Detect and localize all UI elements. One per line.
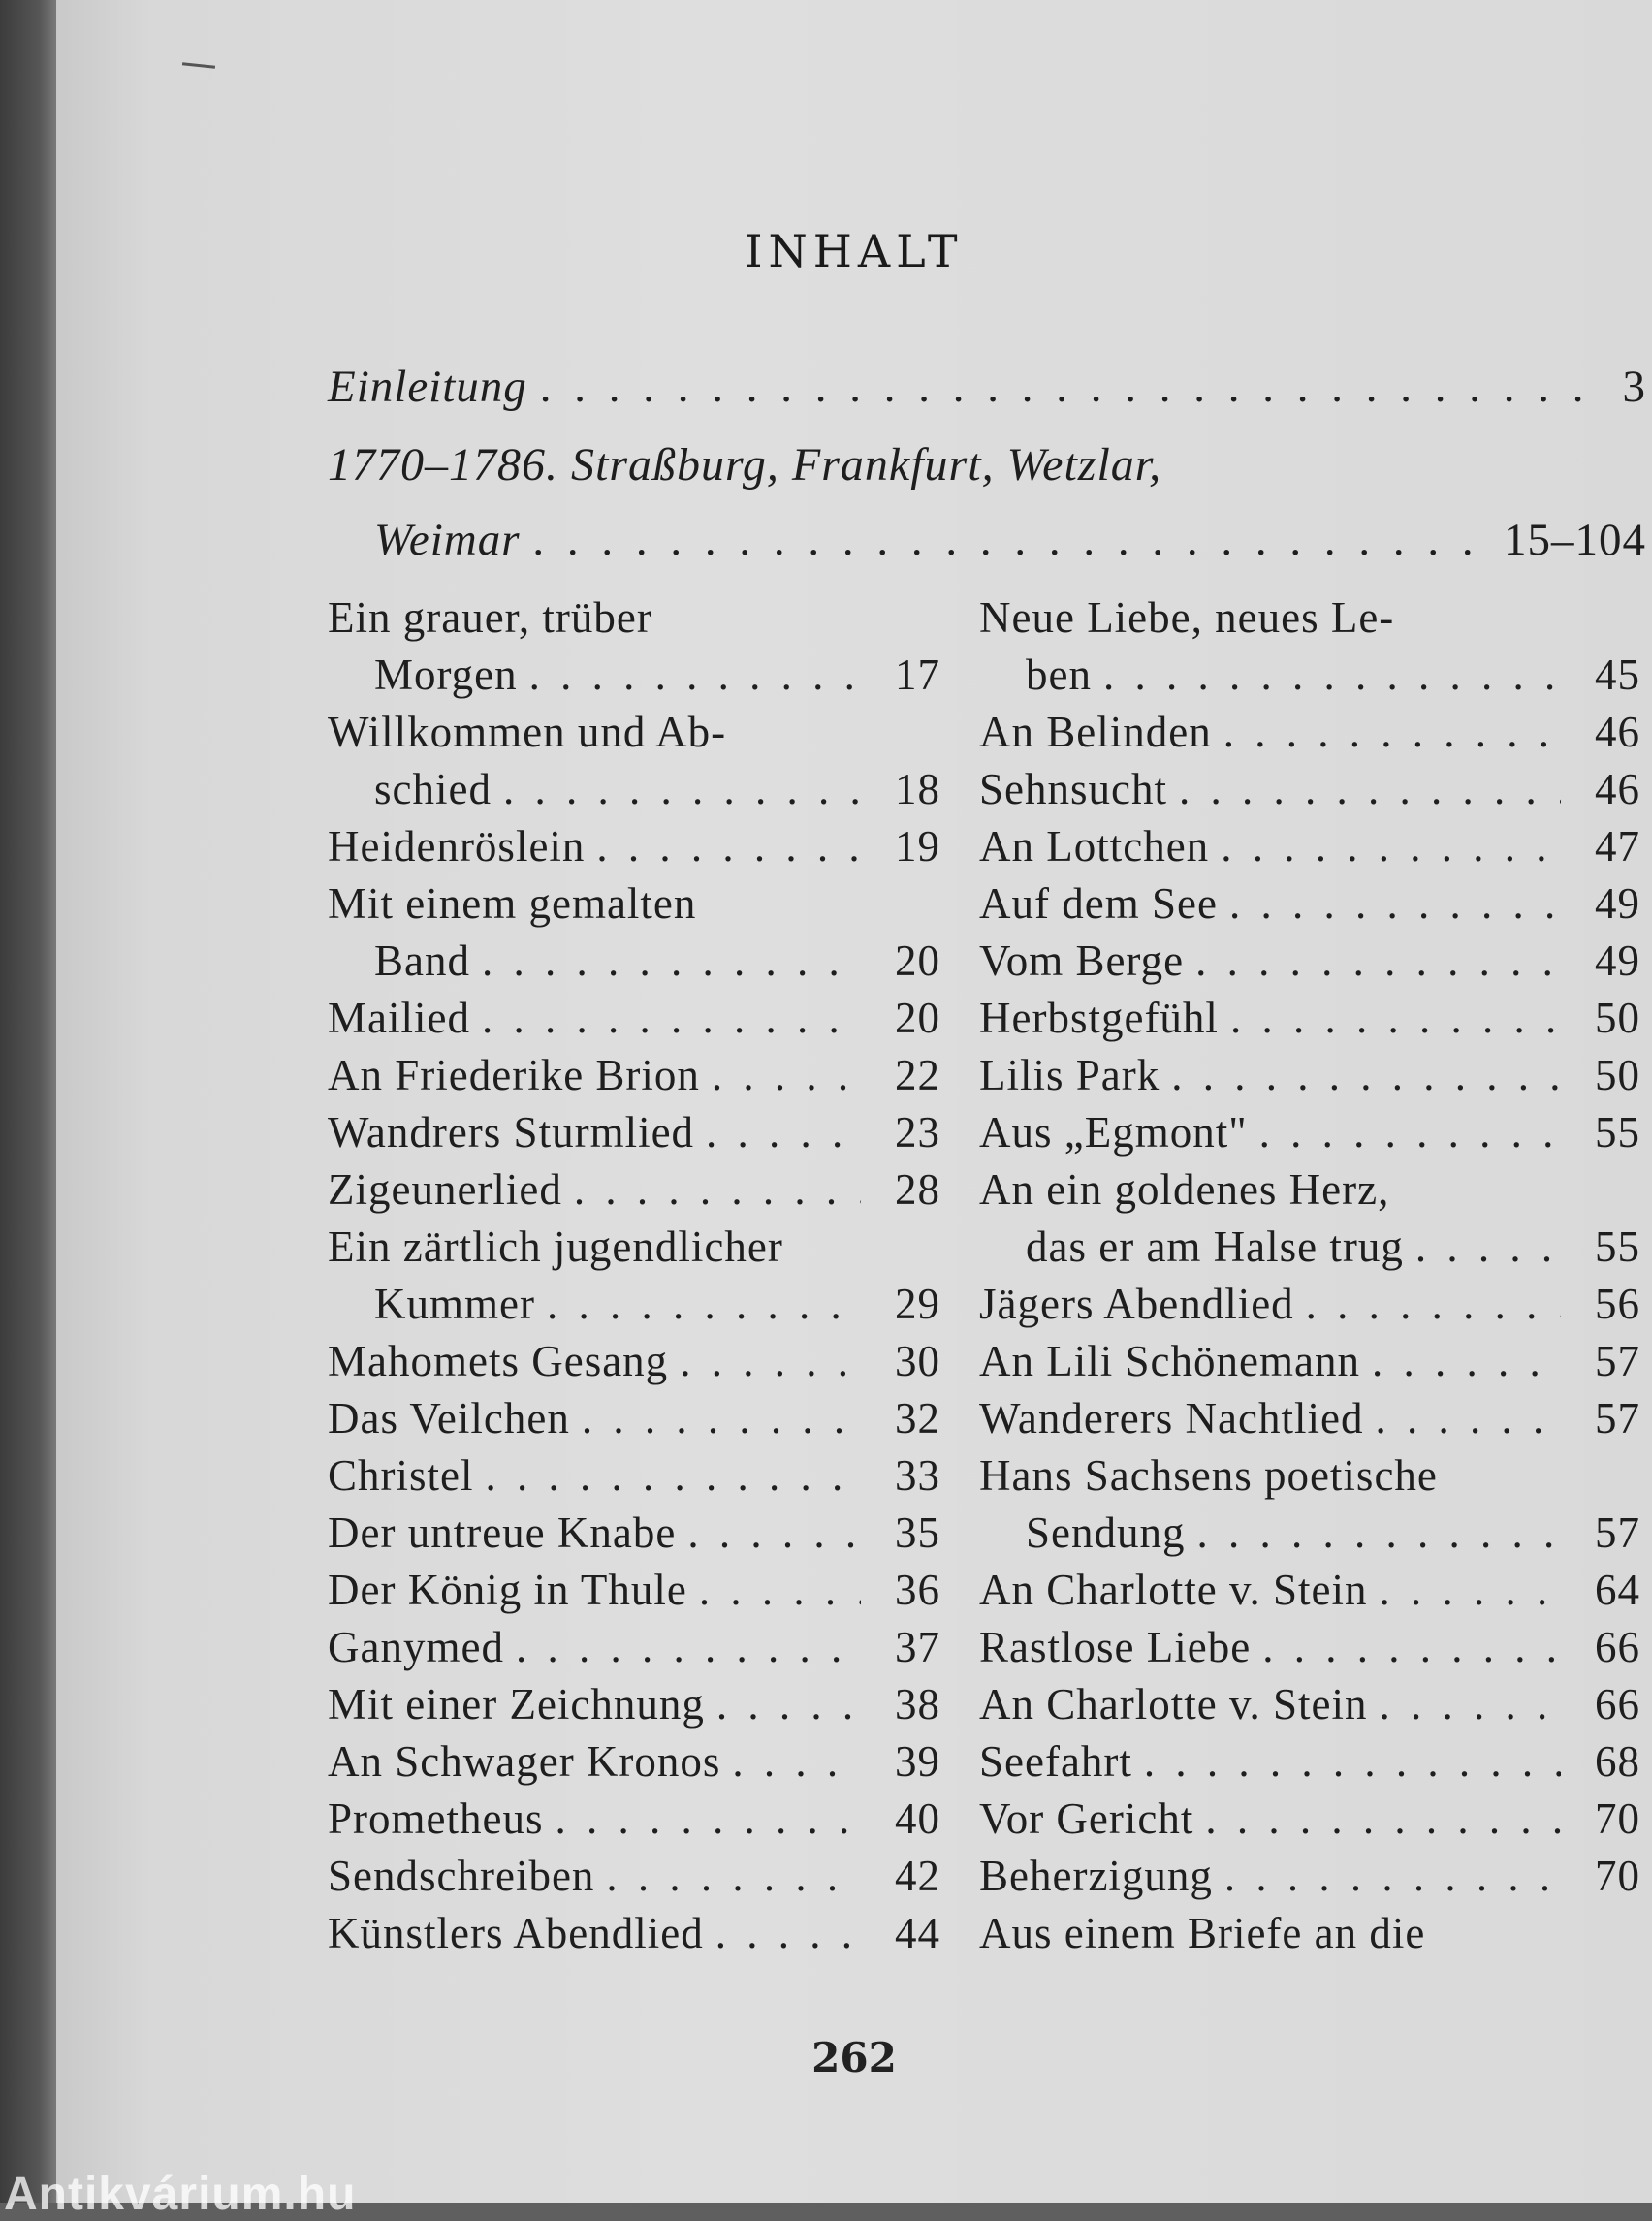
dot-leader xyxy=(1195,933,1561,990)
toc-entry-title xyxy=(328,1562,874,1619)
toc-entry-text: schied xyxy=(374,765,492,813)
dot-leader xyxy=(1103,647,1561,704)
toc-entry-text: Der König in Thule xyxy=(328,1566,687,1614)
toc-entry-line xyxy=(979,704,1574,761)
toc-entry xyxy=(979,1676,1640,1733)
toc-entry-title xyxy=(328,1104,874,1161)
toc-entry-line xyxy=(979,1791,1574,1848)
dot-leader xyxy=(712,1047,861,1104)
toc-entry-page: 37 xyxy=(895,1623,940,1671)
toc-entry-page: 50 xyxy=(1595,994,1640,1042)
dot-leader xyxy=(716,1676,861,1733)
toc-entry-page: 32 xyxy=(895,1394,940,1443)
toc-entry xyxy=(979,1276,1640,1333)
toc-entry xyxy=(979,1619,1640,1676)
intro-entry xyxy=(328,361,1646,413)
toc-entry-title xyxy=(328,1390,874,1447)
dot-leader xyxy=(486,1447,862,1505)
dot-leader xyxy=(1197,1505,1562,1562)
toc-entry xyxy=(328,875,940,990)
toc-entry-page: 47 xyxy=(1595,822,1640,871)
toc-entry-page: 57 xyxy=(1595,1508,1640,1557)
dot-leader xyxy=(715,1905,861,1962)
toc-entry-text: An Friederike Brion xyxy=(328,1051,700,1099)
toc-entry-line xyxy=(979,875,1574,933)
toc-entry-page: 45 xyxy=(1595,650,1640,699)
toc-entry xyxy=(328,1676,940,1733)
toc-entry-page: 66 xyxy=(1595,1680,1640,1729)
dot-leader xyxy=(582,1390,861,1447)
toc-entry-line xyxy=(328,704,874,761)
toc-entry-line xyxy=(328,1447,874,1505)
toc-entry xyxy=(328,1733,940,1791)
page-number: 262 xyxy=(811,2034,897,2081)
toc-entry-line xyxy=(328,647,874,704)
toc-entry-title xyxy=(979,1676,1574,1733)
toc-entry-page: 29 xyxy=(895,1280,940,1328)
toc-entry-text: An Belinden xyxy=(979,708,1212,756)
dot-leader xyxy=(1230,990,1561,1047)
toc-entry-text: Der untreue Knabe xyxy=(328,1508,677,1557)
toc-entry xyxy=(979,1333,1640,1390)
toc-entry-title xyxy=(979,933,1574,990)
dot-leader xyxy=(574,1161,861,1219)
toc-entry-line xyxy=(328,1733,874,1791)
toc-entry-line xyxy=(328,1619,874,1676)
toc-entry xyxy=(328,589,940,704)
toc-entry xyxy=(328,1447,940,1505)
toc-entry-line xyxy=(328,1333,874,1390)
toc-column-left xyxy=(328,589,940,1962)
toc-entry-text: Hans Sachsens poetische xyxy=(979,1451,1438,1500)
toc-entry-text: Sehnsucht xyxy=(979,765,1167,813)
toc-entry xyxy=(979,1791,1640,1848)
toc-entry-page: 42 xyxy=(895,1852,940,1900)
toc-entry-line xyxy=(979,1161,1574,1219)
book-spine-shadow xyxy=(0,0,56,2203)
toc-entry-page: 70 xyxy=(1595,1852,1640,1900)
toc-entry-text: Morgen xyxy=(374,650,518,699)
dot-leader xyxy=(1205,1791,1561,1848)
toc-entry-title xyxy=(979,1905,1574,1962)
dot-leader xyxy=(1306,1276,1561,1333)
toc-entry-title xyxy=(979,1161,1574,1276)
dot-leader xyxy=(1179,761,1561,818)
toc-entry-text: Künstlers Abendlied xyxy=(328,1909,704,1957)
dot-leader xyxy=(699,1562,861,1619)
toc-entry-page: 20 xyxy=(895,994,940,1042)
dot-leader xyxy=(706,1104,861,1161)
toc-entry-text: An Charlotte v. Stein xyxy=(979,1680,1368,1729)
toc-entry-line xyxy=(979,1733,1574,1791)
toc-entry-line xyxy=(979,1104,1574,1161)
toc-entry-text: Lilis Park xyxy=(979,1051,1160,1099)
toc-entry-page: 44 xyxy=(895,1909,940,1957)
toc-entry-page: 20 xyxy=(895,936,940,985)
toc-entry-line xyxy=(328,1905,874,1962)
dot-leader xyxy=(516,1619,861,1676)
toc-entry-line xyxy=(979,1562,1574,1619)
dot-leader xyxy=(596,818,861,875)
dot-leader xyxy=(555,1791,861,1848)
dot-leader xyxy=(1223,704,1561,761)
toc-entry-title xyxy=(328,1619,874,1676)
toc-entry-page: 57 xyxy=(1595,1394,1640,1443)
dot-leader xyxy=(1171,1047,1561,1104)
intro-label: Einleitung xyxy=(328,362,527,412)
toc-entry-text: Aus „Egmont" xyxy=(979,1108,1248,1157)
book-page xyxy=(56,0,1652,2203)
toc-entry-text: An ein goldenes Herz, xyxy=(979,1165,1390,1214)
toc-entry-text: An Lottchen xyxy=(979,822,1210,871)
toc-entry-title xyxy=(979,1333,1574,1390)
section-pages: 15–104 xyxy=(1504,515,1646,565)
toc-entry-line xyxy=(979,1219,1574,1276)
toc-entry xyxy=(328,1505,940,1562)
toc-entry-line xyxy=(979,1047,1574,1104)
toc-entry-text: Sendung xyxy=(1026,1508,1186,1557)
dot-leader xyxy=(1224,1848,1561,1905)
toc-entry-page: 35 xyxy=(895,1508,940,1557)
toc-entry-line xyxy=(979,1333,1574,1390)
toc-entry-text: Wanderers Nachtlied xyxy=(979,1394,1364,1443)
toc-entry-text: Vor Gericht xyxy=(979,1794,1194,1843)
toc-entry-title xyxy=(328,990,874,1047)
dot-leader xyxy=(529,647,861,704)
toc-entry-title xyxy=(328,589,874,704)
toc-entry xyxy=(328,1104,940,1161)
toc-entry-title xyxy=(328,1219,874,1333)
toc-entry xyxy=(328,1619,940,1676)
toc-entry-text: Vom Berge xyxy=(979,936,1185,985)
toc-entry-title xyxy=(979,761,1574,818)
toc-entry-text: Auf dem See xyxy=(979,879,1218,928)
toc-entry-page: 39 xyxy=(895,1737,940,1786)
dot-leader xyxy=(1375,1390,1561,1447)
toc-entry-page: 56 xyxy=(1595,1280,1640,1328)
toc-entry-line xyxy=(328,1276,874,1333)
toc-entry-text: Ein grauer, trüber xyxy=(328,593,652,642)
toc-entry xyxy=(979,761,1640,818)
dot-leader xyxy=(1380,1562,1561,1619)
toc-entry-title xyxy=(328,704,874,818)
toc-entry-title xyxy=(328,1447,874,1505)
toc-entry xyxy=(979,1047,1640,1104)
toc-entry-line xyxy=(328,1676,874,1733)
toc-entry-page: 64 xyxy=(1595,1566,1640,1614)
toc-entry-page: 46 xyxy=(1595,765,1640,813)
toc-entry xyxy=(979,1161,1640,1276)
toc-entry-line xyxy=(979,1276,1574,1333)
toc-entry-line xyxy=(328,990,874,1047)
toc-entry-text: Mit einem gemalten xyxy=(328,879,697,928)
toc-entry-page: 66 xyxy=(1595,1623,1640,1671)
toc-entry-text: Band xyxy=(374,936,470,985)
toc-entry-title xyxy=(979,1791,1574,1848)
dot-leader xyxy=(732,1733,861,1791)
toc-entry xyxy=(328,818,940,875)
toc-entry-line xyxy=(979,1905,1574,1962)
dot-leader xyxy=(1144,1733,1561,1791)
dot-leader xyxy=(680,1333,861,1390)
toc-entry-text: Seefahrt xyxy=(979,1737,1132,1786)
toc-entry xyxy=(328,1562,940,1619)
dot-leader xyxy=(541,361,1609,413)
toc-entry-page: 23 xyxy=(895,1108,940,1157)
toc-entry-line xyxy=(328,875,874,933)
toc-entry-title xyxy=(979,1733,1574,1791)
toc-entry-line xyxy=(979,1390,1574,1447)
toc-entry xyxy=(328,1848,940,1905)
toc-entry-line xyxy=(328,1390,874,1447)
dot-leader xyxy=(1262,1619,1561,1676)
toc-entry xyxy=(979,1104,1640,1161)
toc-entry xyxy=(979,818,1640,875)
toc-entry-page: 36 xyxy=(895,1566,940,1614)
toc-entry-text: Sendschreiben xyxy=(328,1852,595,1900)
toc-entry-page: 49 xyxy=(1595,936,1640,985)
toc-entry-text: Willkommen und Ab- xyxy=(328,708,727,756)
toc-entry-text: Mahomets Gesang xyxy=(328,1337,669,1385)
dot-leader xyxy=(482,933,861,990)
toc-entry-title xyxy=(328,818,874,875)
toc-entry-line xyxy=(979,1505,1574,1562)
intro-page: 3 xyxy=(1622,362,1646,412)
toc-entry xyxy=(328,1333,940,1390)
toc-entry-text: Aus einem Briefe an die xyxy=(979,1909,1426,1957)
toc-entry-title xyxy=(328,1733,874,1791)
toc-entry-text: Herbstgefühl xyxy=(979,994,1219,1042)
toc-entry-line xyxy=(979,761,1574,818)
page-title: INHALT xyxy=(745,225,964,277)
dot-leader xyxy=(1415,1219,1561,1276)
toc-entry-page: 50 xyxy=(1595,1051,1640,1099)
dot-leader xyxy=(687,1505,861,1562)
toc-entry-title xyxy=(979,875,1574,933)
toc-entry-line xyxy=(979,818,1574,875)
dot-leader xyxy=(503,761,861,818)
toc-entry-title xyxy=(979,1047,1574,1104)
toc-entry xyxy=(328,1047,940,1104)
toc-entry-page: 22 xyxy=(895,1051,940,1099)
dot-leader xyxy=(1380,1676,1561,1733)
toc-entry-text: Beherzigung xyxy=(979,1852,1213,1900)
toc-entry-title xyxy=(328,1333,874,1390)
toc-entry-title xyxy=(979,1276,1574,1333)
toc-entry-line xyxy=(328,933,874,990)
toc-entry-page: 68 xyxy=(1595,1737,1640,1786)
toc-entry-page: 55 xyxy=(1595,1108,1640,1157)
toc-entry-text: Christel xyxy=(328,1451,474,1500)
toc-entry-page: 30 xyxy=(895,1337,940,1385)
toc-entry-text: An Schwager Kronos xyxy=(328,1737,721,1786)
toc-entry-line xyxy=(979,589,1574,647)
toc-entry-page: 28 xyxy=(895,1165,940,1214)
toc-entry-text: Kummer xyxy=(374,1280,535,1328)
toc-entry-line xyxy=(328,818,874,875)
toc-entry-page: 70 xyxy=(1595,1794,1640,1843)
toc-entry-text: ben xyxy=(1026,650,1092,699)
watermark: Antikvárium.hu xyxy=(4,2169,357,2220)
toc-entry-page: 40 xyxy=(895,1794,940,1843)
dot-leader xyxy=(547,1276,861,1333)
toc-entry-text: An Lili Schönemann xyxy=(979,1337,1360,1385)
toc-entry xyxy=(328,704,940,818)
toc-entry-title xyxy=(979,704,1574,761)
toc-entry-line xyxy=(979,1676,1574,1733)
toc-entry xyxy=(979,875,1640,933)
toc-entry-line xyxy=(979,933,1574,990)
section-heading-line2 xyxy=(374,514,1646,566)
toc-entry-line xyxy=(328,1219,874,1276)
toc-entry-line xyxy=(328,1848,874,1905)
toc-entry xyxy=(979,990,1640,1047)
toc-entry xyxy=(979,1848,1640,1905)
toc-entry-title xyxy=(979,589,1574,704)
dot-leader xyxy=(1229,875,1561,933)
toc-entry xyxy=(979,1447,1640,1562)
toc-entry-title xyxy=(979,1447,1574,1562)
toc-entry-line xyxy=(979,1848,1574,1905)
toc-entry xyxy=(979,1562,1640,1619)
toc-entry-page: 33 xyxy=(895,1451,940,1500)
toc-entry-text: das er am Halse trug xyxy=(1026,1222,1404,1271)
toc-entry-page: 17 xyxy=(895,650,940,699)
toc-entry-title xyxy=(328,1848,874,1905)
section-heading-line1: 1770–1786. Straßburg, Frankfurt, Wetzlar, xyxy=(328,439,1162,491)
toc-entry-text: Neue Liebe, neues Le- xyxy=(979,593,1395,642)
toc-entry-line xyxy=(979,647,1574,704)
toc-entry-line xyxy=(328,589,874,647)
toc-entry-text: Zigeunerlied xyxy=(328,1165,562,1214)
toc-entry xyxy=(979,589,1640,704)
toc-entry-page: 38 xyxy=(895,1680,940,1729)
toc-entry-text: Wandrers Sturmlied xyxy=(328,1108,695,1157)
toc-column-right xyxy=(979,589,1640,1962)
dot-leader xyxy=(534,514,1491,566)
toc-entry-page: 46 xyxy=(1595,708,1640,756)
toc-entry-text: Mailied xyxy=(328,994,470,1042)
toc-entry-line xyxy=(979,1619,1574,1676)
toc-entry xyxy=(979,933,1640,990)
toc-entry-title xyxy=(328,1905,874,1962)
toc-entry xyxy=(328,1905,940,1962)
toc-entry-title xyxy=(328,1505,874,1562)
toc-entry xyxy=(328,1390,940,1447)
toc-entry-text: Heidenröslein xyxy=(328,822,586,871)
toc-entry-line xyxy=(328,1047,874,1104)
toc-entry-line xyxy=(328,1104,874,1161)
toc-entry-text: An Charlotte v. Stein xyxy=(979,1566,1368,1614)
toc-entry-text: Mit einer Zeichnung xyxy=(328,1680,705,1729)
toc-entry-line xyxy=(328,1562,874,1619)
toc-entry-title xyxy=(328,1791,874,1848)
dot-leader xyxy=(482,990,861,1047)
dot-leader xyxy=(1221,818,1561,875)
pencil-mark xyxy=(182,62,215,69)
toc-entry xyxy=(979,1733,1640,1791)
toc-entry-title xyxy=(979,818,1574,875)
toc-entry-text: Das Veilchen xyxy=(328,1394,570,1443)
toc-entry xyxy=(979,1905,1640,1962)
toc-entry-page: 57 xyxy=(1595,1337,1640,1385)
toc-entry xyxy=(328,990,940,1047)
toc-entry-page: 18 xyxy=(895,765,940,813)
toc-entry-title xyxy=(328,875,874,990)
dot-leader xyxy=(606,1848,861,1905)
toc-entry-title xyxy=(979,990,1574,1047)
toc-entry-title xyxy=(979,1562,1574,1619)
toc-entry-text: Rastlose Liebe xyxy=(979,1623,1252,1671)
toc-entry-text: Ein zärtlich jugendlicher xyxy=(328,1222,783,1271)
toc-entry-page: 19 xyxy=(895,822,940,871)
toc-entry-line xyxy=(979,990,1574,1047)
toc-entry-title xyxy=(979,1390,1574,1447)
toc-entry-line xyxy=(979,1447,1574,1505)
toc-entry-title xyxy=(328,1161,874,1219)
toc-entry xyxy=(979,1390,1640,1447)
toc-entry-page: 49 xyxy=(1595,879,1640,928)
toc-entry xyxy=(328,1219,940,1333)
toc-entry-line xyxy=(328,1161,874,1219)
toc-entry-title xyxy=(328,1676,874,1733)
section-heading-label: Weimar xyxy=(374,515,521,565)
toc-entry-text: Jägers Abendlied xyxy=(979,1280,1294,1328)
dot-leader xyxy=(1259,1104,1561,1161)
toc-entry-text: Ganymed xyxy=(328,1623,504,1671)
toc-entry-title xyxy=(979,1619,1574,1676)
toc-entry xyxy=(328,1791,940,1848)
toc-entry-page: 55 xyxy=(1595,1222,1640,1271)
toc-entry xyxy=(328,1161,940,1219)
toc-entry xyxy=(979,704,1640,761)
toc-entry-line xyxy=(328,1791,874,1848)
toc-entry-line xyxy=(328,1505,874,1562)
toc-entry-line xyxy=(328,761,874,818)
dot-leader xyxy=(1372,1333,1561,1390)
toc-entry-title xyxy=(979,1104,1574,1161)
toc-entry-title xyxy=(979,1848,1574,1905)
toc-entry-text: Prometheus xyxy=(328,1794,544,1843)
toc-entry-title xyxy=(328,1047,874,1104)
